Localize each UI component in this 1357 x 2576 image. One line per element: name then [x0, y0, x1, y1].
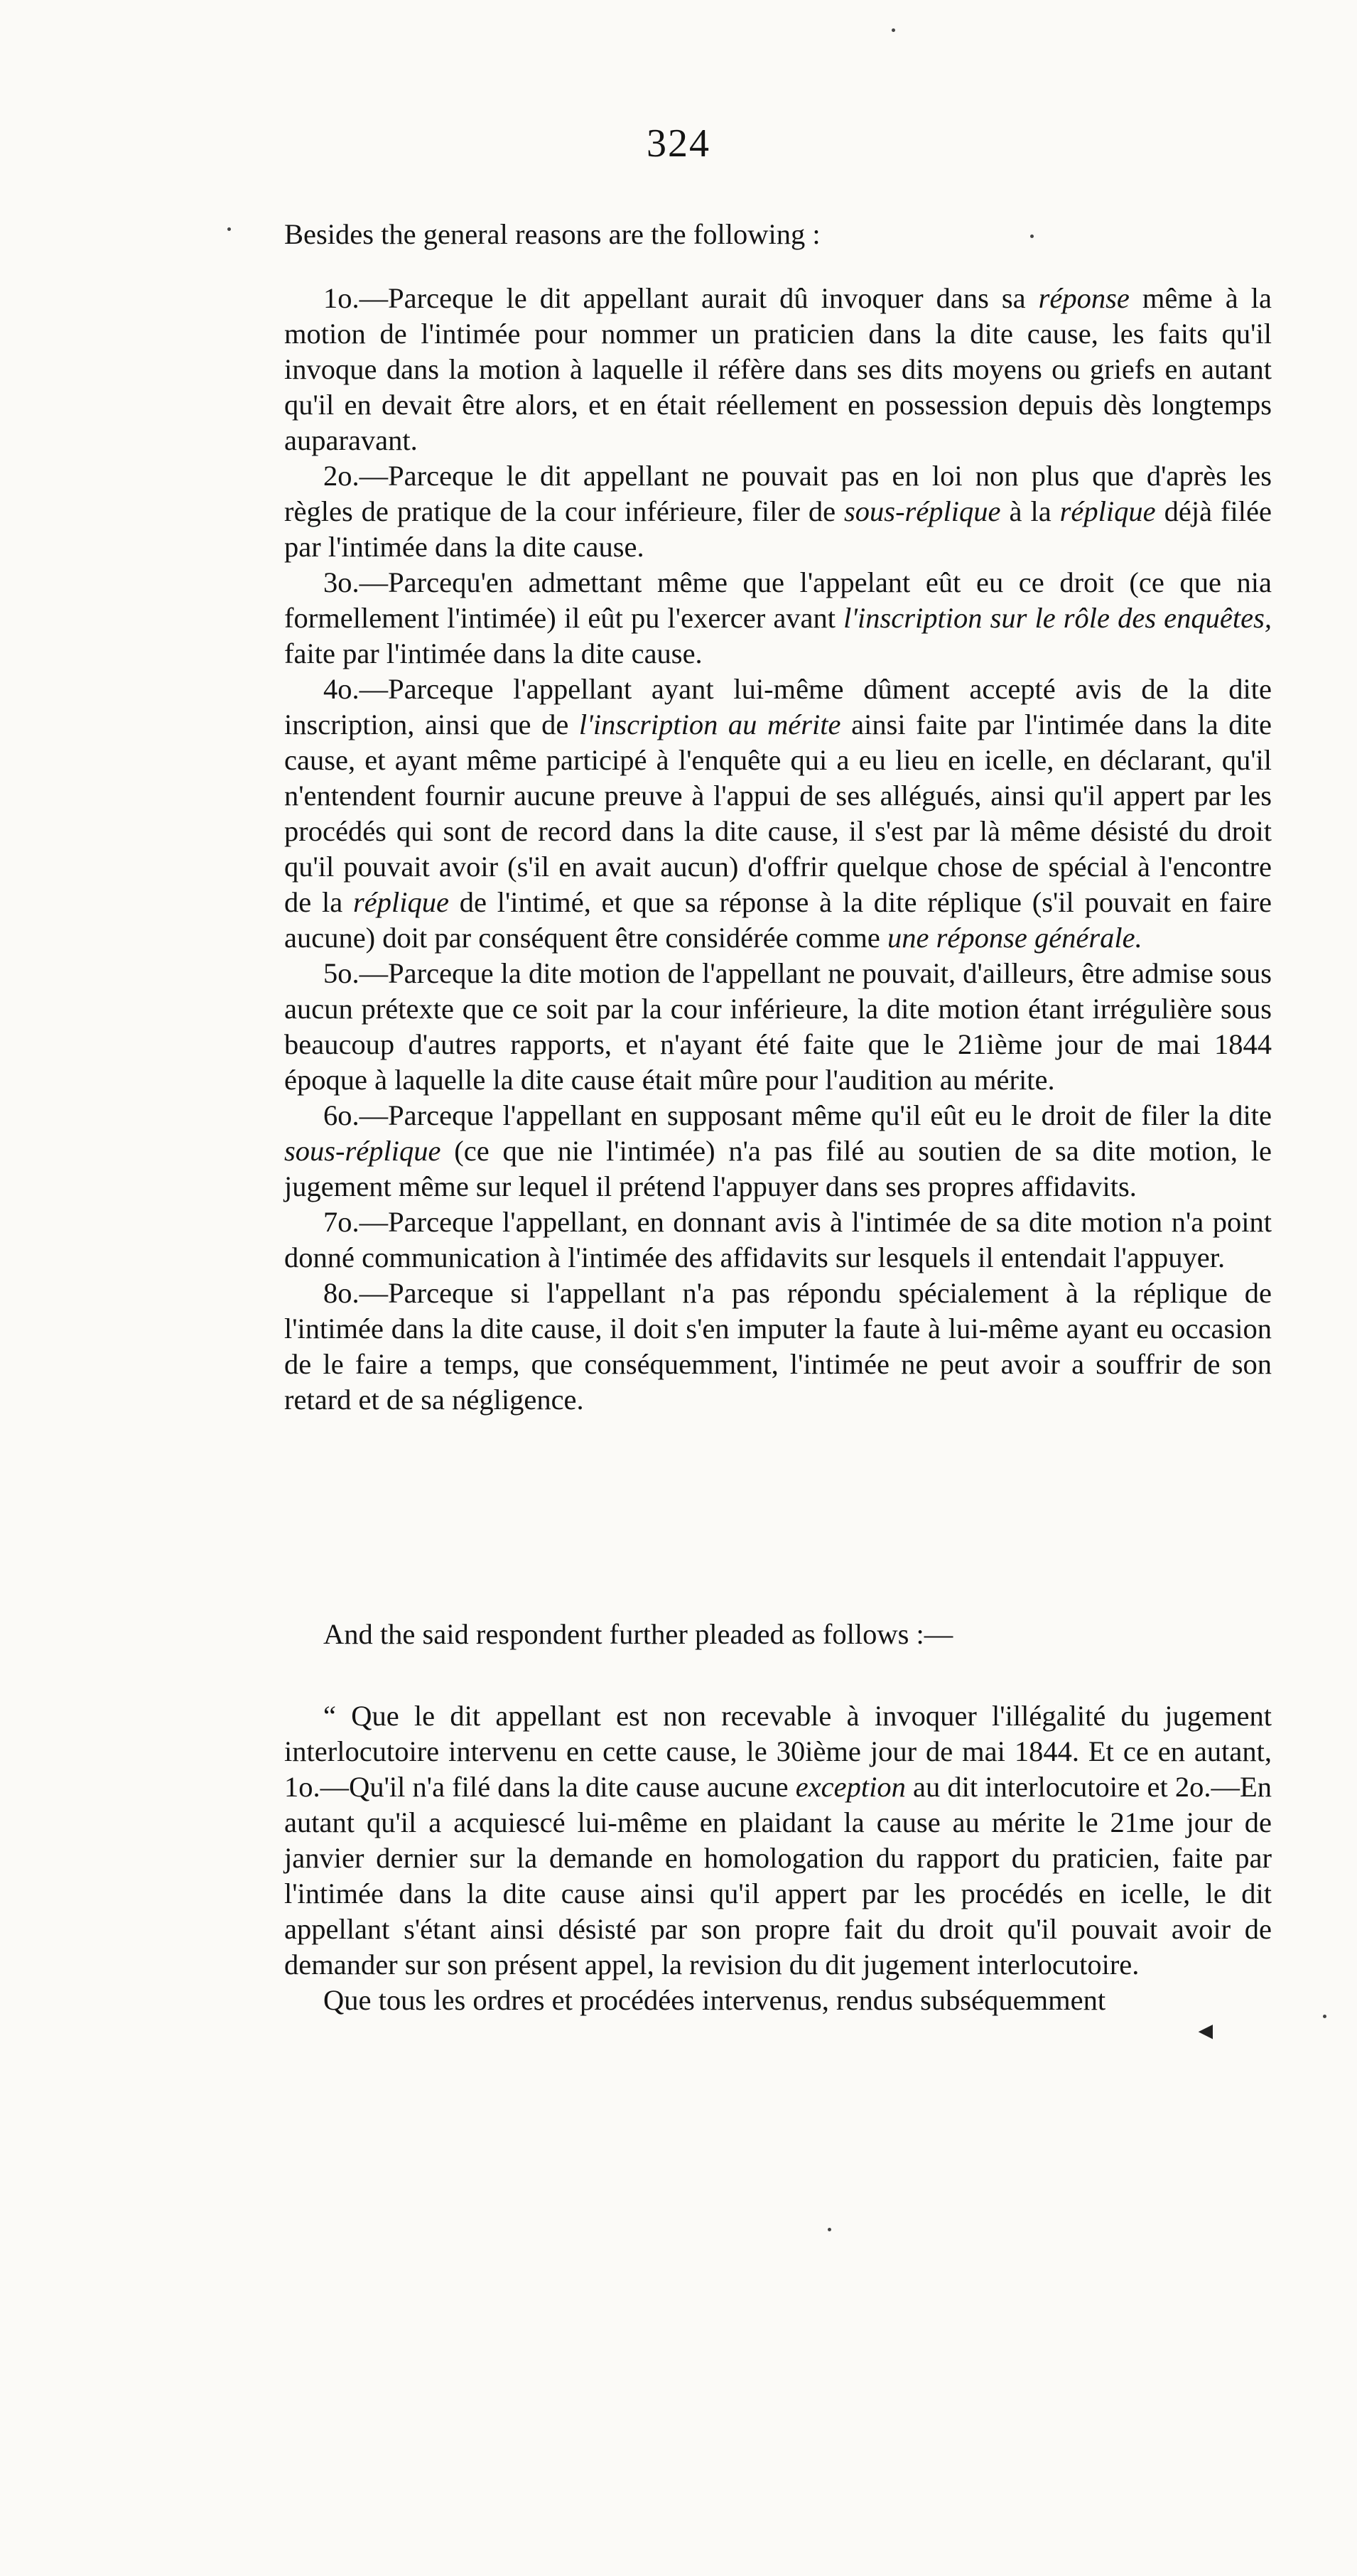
text-run: 4o.—Parceque l'appellant ayant lui-même dûment accepté avis de la dite inscription, ainsi que de: [284, 673, 1272, 740]
scan-speck: [227, 227, 231, 231]
italic-phrase: réplique: [1059, 495, 1156, 527]
italic-phrase: une réponse générale.: [887, 922, 1142, 954]
italic-phrase: réplique: [352, 886, 449, 918]
pleaded-text: And the said respondent further pleaded as follows :—: [323, 1618, 953, 1650]
text-run: à la: [1000, 495, 1060, 527]
text-run: 5o.—Parceque la dite motion de l'appellant ne pouvait, d'ailleurs, être admise sous aucun prétexte que ce soit par la cour inférieure, la dite motion étant irrégulière sous beaucoup d'autres rapports, et n'ayant été faite que le 21ième jour de mai 1844 époque à laquelle la dite cause était mûre pour l'audition au mérite.: [284, 957, 1272, 1096]
italic-phrase: l'inscription sur le rôle des enquêtes,: [843, 602, 1272, 634]
reason-paragraph: [284, 1276, 1272, 1418]
text-run: 2o.—Parceque le dit appellant ne pouvait pas en loi non plus que d'après les règles de pratique de la cour inférieure, filer de: [284, 460, 1272, 527]
text-run: 1o.—Parceque le dit appellant aurait dû invoquer dans sa: [323, 282, 1039, 314]
reason-paragraph: [284, 281, 1272, 458]
text-run: 7o.—Parceque l'appellant, en donnant avis à l'intimée de sa dite motion n'a point donné communication à l'intimée des affidavits sur lesquels il entendait l'appuyer.: [284, 1206, 1272, 1273]
text-run: faite par l'intimée dans la dite cause.: [284, 637, 703, 669]
intro-line: [284, 217, 1272, 252]
reason-paragraph: [284, 458, 1272, 565]
text-run: au dit interlocutoire et 2o.—En autant qu'il a acquiescé lui-même en plaidant la cause au mérite le 21me jour de janvier dernier sur la demande en homologation du rapport du praticien, faite par l'intimée dans la dite cause ainsi qu'il appert par les procédés en icelle, le dit appellant s'étant ainsi désisté par son propre fait du droit qu'il pouvait avoir de demander sur son présent appel, la revision du dit jugement interlocutoire.: [284, 1771, 1272, 1980]
plea-paragraph: [284, 1983, 1272, 2018]
text-run: 6o.—Parceque l'appellant en supposant même qu'il eût eu le droit de filer la dite: [323, 1099, 1272, 1131]
reason-paragraph: [284, 565, 1272, 672]
scan-mark: ◄: [1194, 2018, 1218, 2044]
text-run: même à la motion de l'intimée pour nommer un praticien dans la dite cause, les faits qu'il invoque dans la motion à laquelle il réfère dans ses dits moyens ou griefs en autant qu'il en devait être alors, et en était réellement en possession depuis dès longtemps auparavant.: [284, 282, 1272, 456]
text-run: de l'intimé, et que sa réponse à la dite réplique (s'il pouvait en faire aucune) doit par conséquent être considérée comme: [284, 886, 1272, 954]
text-run: “ Que le dit appellant est non recevable à invoquer l'illégalité du jugement interlocutoire intervenu en cette cause, le 30ième jour de mai 1844. Et ce en autant, 1o.—Qu'il n'a filé dans la dite cause aucune: [284, 1700, 1272, 1803]
italic-phrase: sous-réplique: [844, 495, 1001, 527]
text-run: 8o.—Parceque si l'appellant n'a pas répondu spécialement à la réplique de l'intimée dans la dite cause, il doit s'en imputer la faute à lui-même ayant eu occasion de le faire a temps, que conséquemment, l'intimée ne peut avoir a souffrir de son retard et de sa négligence.: [284, 1277, 1272, 1416]
reason-paragraph: [284, 672, 1272, 956]
text-run: ainsi faite par l'intimée dans la dite cause, et ayant même participé à l'enquête qui a eu lieu en icelle, en déclarant, qu'il n'entendent fournir aucune preuve à l'appui de ses allégués, ainsi qu'il appert par les procédés qui sont de record dans la dite cause, il s'est par là même désisté du droit qu'il pouvait avoir (s'il en avait aucun) d'offrir quelque chose de spécial à l'encontre de la: [284, 708, 1272, 918]
page-number: 324: [647, 122, 710, 166]
reason-paragraph: [284, 1098, 1272, 1205]
reason-paragraph: [284, 1205, 1272, 1276]
italic-phrase: exception: [795, 1771, 906, 1803]
reason-paragraph: [284, 956, 1272, 1098]
scan-speck: [828, 2228, 831, 2231]
plea-paragraph: [284, 1698, 1272, 1983]
text-run: (ce que nie l'intimée) n'a pas filé au soutien de sa dite motion, le jugement même sur lequel il prétend l'appuyer dans ses propres affidavits.: [284, 1135, 1272, 1202]
scan-speck: [1323, 2015, 1326, 2018]
italic-phrase: sous-réplique: [284, 1135, 441, 1167]
text-run: déjà filée par l'intimée dans la dite cause.: [284, 495, 1272, 563]
text-run: 3o.—Parcequ'en admettant même que l'appelant eût eu ce droit (ce que nia formellement l'intimée) il eût pu l'exercer avant: [284, 566, 1272, 634]
italic-phrase: réponse: [1038, 282, 1130, 314]
scan-speck: [892, 28, 895, 32]
italic-phrase: l'inscription au mérite: [578, 708, 841, 740]
text-run: Que tous les ordres et procédées intervenus, rendus subséquemment: [323, 1984, 1106, 2016]
intro-text: Besides the general reasons are the following :: [284, 218, 821, 250]
pleaded-line: [284, 1617, 1272, 1652]
quoted-plea: [284, 1698, 1272, 2018]
scan-speck: [1030, 235, 1034, 238]
reasons-list: [284, 281, 1272, 1418]
